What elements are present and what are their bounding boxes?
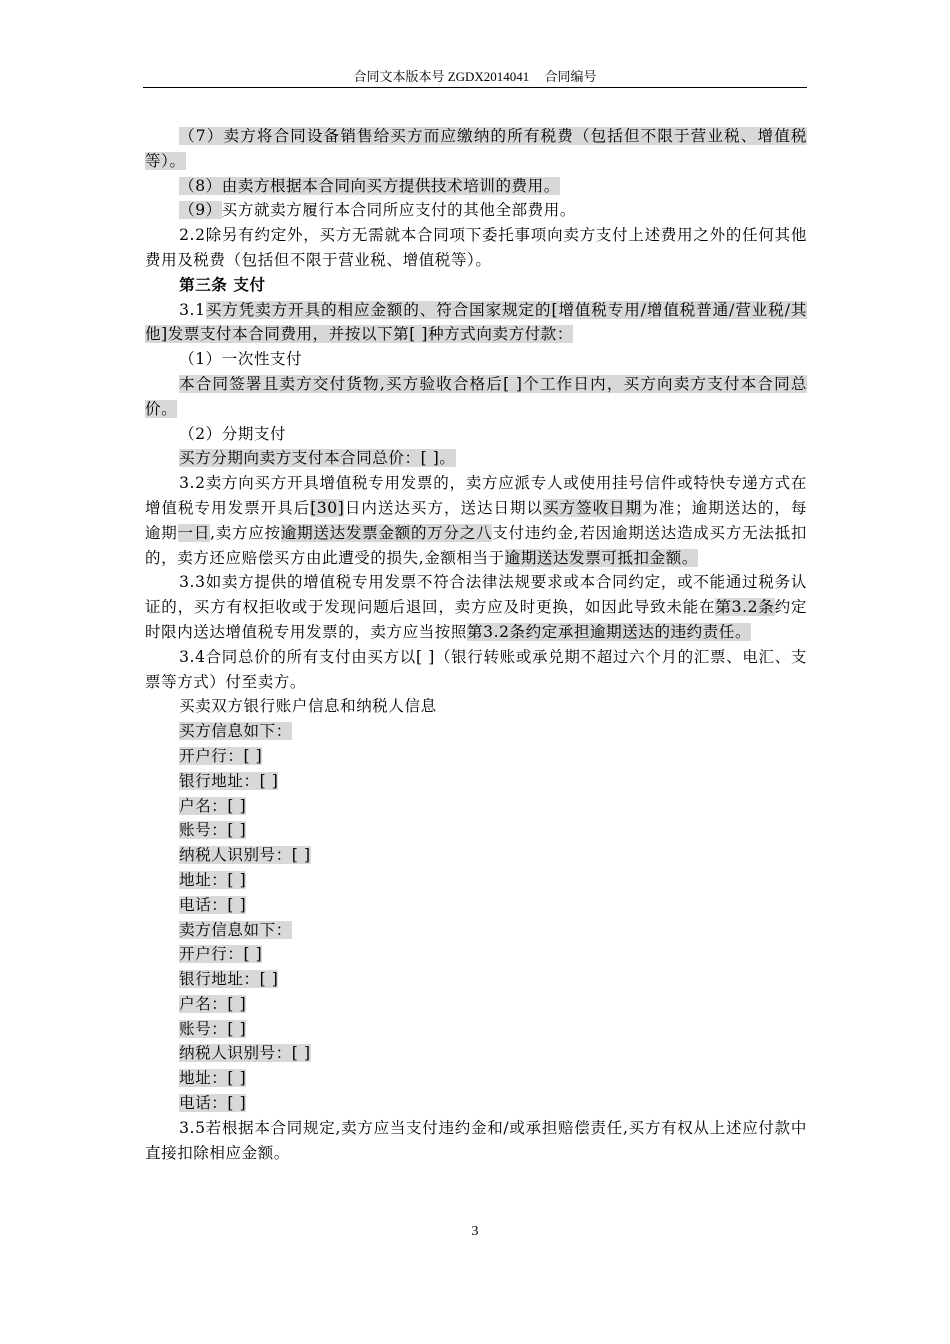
highlighted-text: （8）由卖方根据本合同向买方提供技术培训的费用。 [179,176,560,195]
highlighted-text: 买方签收日期 [543,498,643,517]
highlighted-text: 地址：[ ] [179,1069,247,1088]
paragraph [145,794,807,819]
highlighted-text: 买方信息如下： [179,722,292,741]
paragraph-text: ,卖方应按 [210,523,281,542]
paragraph [145,769,807,794]
paragraph-text: 支付违约金,若因逾期送达造成买方无法抵扣的，卖方还应赔偿买方由此遭受的损失,金额相当于 [145,523,808,567]
paragraph [145,1091,807,1116]
paragraph [145,694,807,719]
paragraph [145,1041,807,1066]
highlighted-text: 开户行：[ ] [179,945,263,964]
paragraph [145,719,807,744]
paragraph [145,744,807,769]
highlighted-text: 开户行：[ ] [179,746,263,765]
highlighted-text: 本合同签署且卖方交付货物,买方验收合格后[ ]个工作日内，买方向卖方支付本合同总价。 [145,374,807,418]
paragraph [145,868,807,893]
highlighted-text: 第3.2条约定承担逾期送达的违约责任。 [467,622,752,641]
highlighted-text: 第3.2条 [715,598,775,617]
paragraph-text: 3.2卖方向买方开具增值税专用发票的，卖方应派专人或使用挂号信件或特快专递方式在增值税专用发票开具后 [145,474,807,517]
paragraph-text: 第三条 支付 [179,274,266,294]
paragraph [145,174,807,199]
paragraph [145,471,807,570]
version-label: 合同文本版本号 ZGDX2014041 [353,69,530,84]
paragraph-text: 3.3如卖方提供的增值税专用发票不符合法律法规要求或本合同约定，或不能通过税务认证的，买方有权拒收或于发现问题后退回，卖方应及时更换，如因此导致未能在 [145,573,807,617]
paragraph-text: 3.1 [179,300,206,319]
paragraph-text: 买卖双方银行账户信息和纳税人信息 [179,697,437,716]
paragraph [145,992,807,1017]
paragraph [145,942,807,967]
paragraph [145,893,807,918]
paragraph [145,570,807,644]
paragraph-text: 3.4合同总价的所有支付由买方以[ ]（银行转账或承兑期不超过六个月的汇票、电汇、支票等方式）付至卖方。 [145,647,807,691]
document-body [145,124,807,1165]
paragraph-text: 日内送达买方，送达日期以 [344,498,544,517]
highlighted-text: （7）卖方将合同设备销售给买方而应缴纳的所有税费（包括但不限于营业税、增值税等）。 [145,127,807,170]
paragraph [145,223,807,273]
contract-no-label: 合同编号 [544,69,597,84]
highlighted-text: 电话：[ ] [179,895,247,914]
paragraph-text: 为准；逾期送达的，每逾期 [145,498,807,542]
highlighted-text: 户名：[ ] [179,994,247,1013]
highlighted-text: 一日 [177,523,211,542]
paragraph-text: 3.5若根据本合同规定,卖方应当支付违约金和/或承担赔偿责任,买方有权从上述应付款中直接扣除相应金额。 [145,1118,807,1162]
highlighted-text: 账号：[ ] [179,821,247,840]
paragraph-text: （2）分期支付 [179,424,287,443]
highlighted-text: 买方凭卖方开具的相应金额的、符合国家规定的[增值税专用/增值税普通/营业税/其他]发票支付本合同费用，并按以下第[ ]种方式向卖方付款： [145,300,807,344]
highlighted-text: 地址：[ ] [179,870,247,889]
highlighted-text: 纳税人识别号：[ ] [179,846,311,865]
paragraph [145,967,807,992]
paragraph [145,446,807,471]
highlighted-text: 账号：[ ] [179,1019,247,1038]
highlighted-text: 逾期送达发票金额的万分之八 [280,523,493,542]
paragraph [145,818,807,843]
highlighted-text: 银行地址：[ ] [179,771,279,790]
paragraph [145,645,807,695]
paragraph [145,1017,807,1042]
paragraph [145,1116,807,1166]
highlighted-text: 买方分期向卖方支付本合同总价：[ ]。 [179,449,456,468]
highlighted-text: 银行地址：[ ] [179,970,279,989]
paragraph [145,918,807,943]
paragraph [145,298,807,348]
paragraph-text: （1）一次性支付 [179,350,303,369]
page-number: 3 [471,1224,479,1239]
highlighted-text: 卖方信息如下： [179,920,292,939]
paragraph [145,422,807,447]
paragraph [145,124,807,174]
paragraph [145,347,807,372]
paragraph [145,843,807,868]
paragraph-text: 约定时限内送达增值税专用发票的，卖方应当按照 [145,598,808,641]
page-header [143,66,807,85]
highlighted-text: 逾期送达发票可抵扣金额。 [504,548,698,567]
highlighted-text: 纳税人识别号：[ ] [179,1044,311,1063]
paragraph [145,1066,807,1091]
header-rule [143,87,807,88]
paragraph [145,273,807,298]
paragraph [145,198,807,223]
highlighted-text: [30] [310,498,345,517]
paragraph-text: 2.2除另有约定外，买方无需就本合同项下委托事项向卖方支付上述费用之外的任何其他费用及税费（包括但不限于营业税、增值税等）。 [145,226,807,269]
highlighted-text: （9） [179,201,222,220]
highlighted-text: 户名：[ ] [179,796,247,815]
paragraph [145,372,807,422]
paragraph-text: 买方就卖方履行本合同所应支付的其他全部费用。 [221,201,576,220]
highlighted-text: 电话：[ ] [179,1094,247,1113]
